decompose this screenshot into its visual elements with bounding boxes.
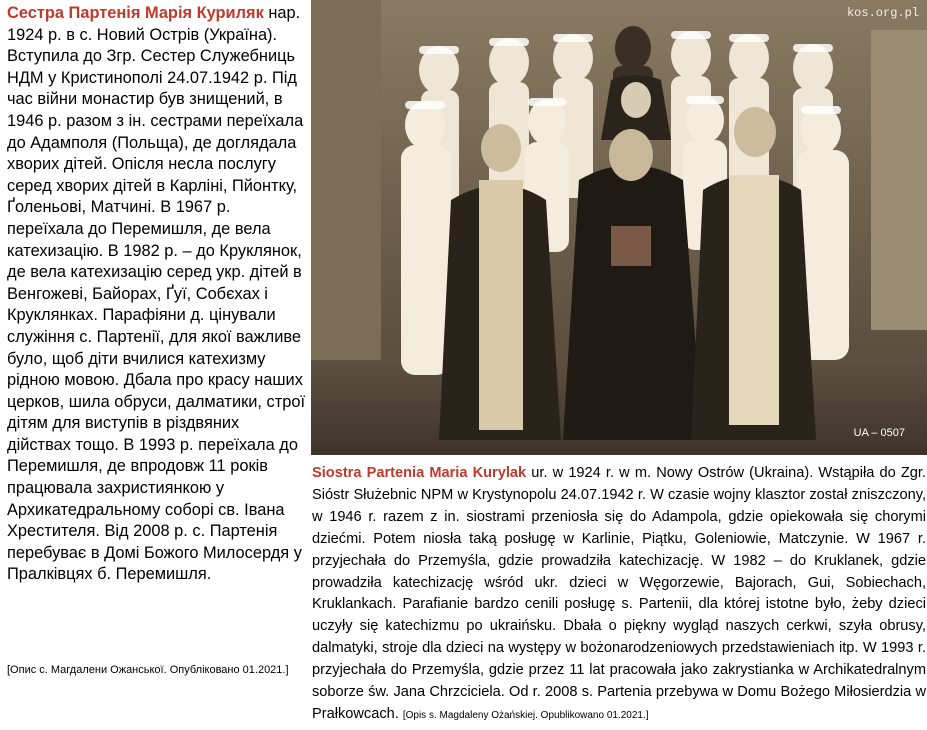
watermark-text: kos.org.pl (846, 6, 919, 20)
photograph-illustration (311, 0, 927, 455)
polish-name-heading: Siostra Partenia Maria Kurylak (312, 465, 527, 481)
polish-biography (312, 463, 926, 727)
polish-source-note: [Opis s. Magdaleny Ożańskiej. Opublikowano 01.2021.] (402, 709, 649, 721)
ukrainian-biography-text: нар. 1924 р. в с. Новий Острів (Україна). Вступила до Згр. Сестер Служебниць НДМ у Кристинополі 24.07.1942 р. Під час війни монастир був знищений, в 1946 р. разом з ін. сестрами переїхала до Адамполя (Польща), де доглядала хворих дітей. Опісля несла послугу серед хворих дітей в Карліні, Пйонтку, Ґоленьові, Матчині. В 1967 р. переїхала до Перемишля, де вела катехизацію. В 1982 р. – до Круклянок, де вела катехизацію серед укр. дітей в Венгожеві, Байорах, Ґуї, Собєхах і Круклянках. Парафіяни д. цінували служіння с. Партенії, для якої важливе було, щоб діти вчилися катехизму рідною мовою. Дбала про красу наших церков, шила обруси, далматики, строї дітям для виступів в різдвяних дійствах тощо. В 1993 р. переїхала до Перемишля, де впродовж 11 років працювала захристиянкою у Архикатедральному соборі св. Івана Хрестителя. Від 2008 р. с. Партенія перебуває в Домі Божого Милосердя у Пралківцях б. Перемишля. (7, 4, 306, 584)
ukrainian-biography (7, 3, 307, 586)
group-photograph (311, 0, 927, 455)
ukrainian-source-note: [Опис с. Магдалени Ожанської. Опубліковано 01.2021.] (7, 664, 289, 676)
photo-id-label: UA – 0507 (853, 427, 905, 439)
ukrainian-name-heading: Сестра Партенія Марія Куриляк (7, 4, 264, 22)
polish-biography-text: ur. w 1924 r. w m. Nowy Ostrów (Ukraina). Wstąpiła do Zgr. Sióstr Służebnic NPM w Krystynopolu 24.07.1942 r. W czasie wojny klasztor został zniszczony, w 1946 r. razem z in. siostrami przeniosła się do Adampola, gdzie opiekowała się chorymi dziećmi. Potem niosła taką posługę w Karlinie, Piątku, Goleniowie, Matczynie. W 1967 r. przyjechała do Przemyśla, gdzie prowadziła katechizację. W 1982 – do Kruklanek, gdzie prowadziła katechizację wśród ukr. dzieci w Węgorzewie, Bajorach, Gui, Sobiechach, Kruklankach. Parafianie bardzo cenili posługę s. Partenii, dla której istotne było, żeby dzieci uczyły się katechizmu po ukraińsku. Dbała o piękny wygląd naszych cerkwi, szyła obrusy, dalmatyki, stroje dla dzieci na występy w bożonarodzeniowych przedstawieniach itp. W 1993 r. przyjechała do Przemyśla, gdzie przez 11 lat pracowała jako zakrystianka w Archikatedralnym soborze św. Jana Chrzciciela. Od r. 2008 s. Partenia przebywa w Domu Bożego Miłosierdzia w Prałkowcach. (312, 465, 926, 722)
